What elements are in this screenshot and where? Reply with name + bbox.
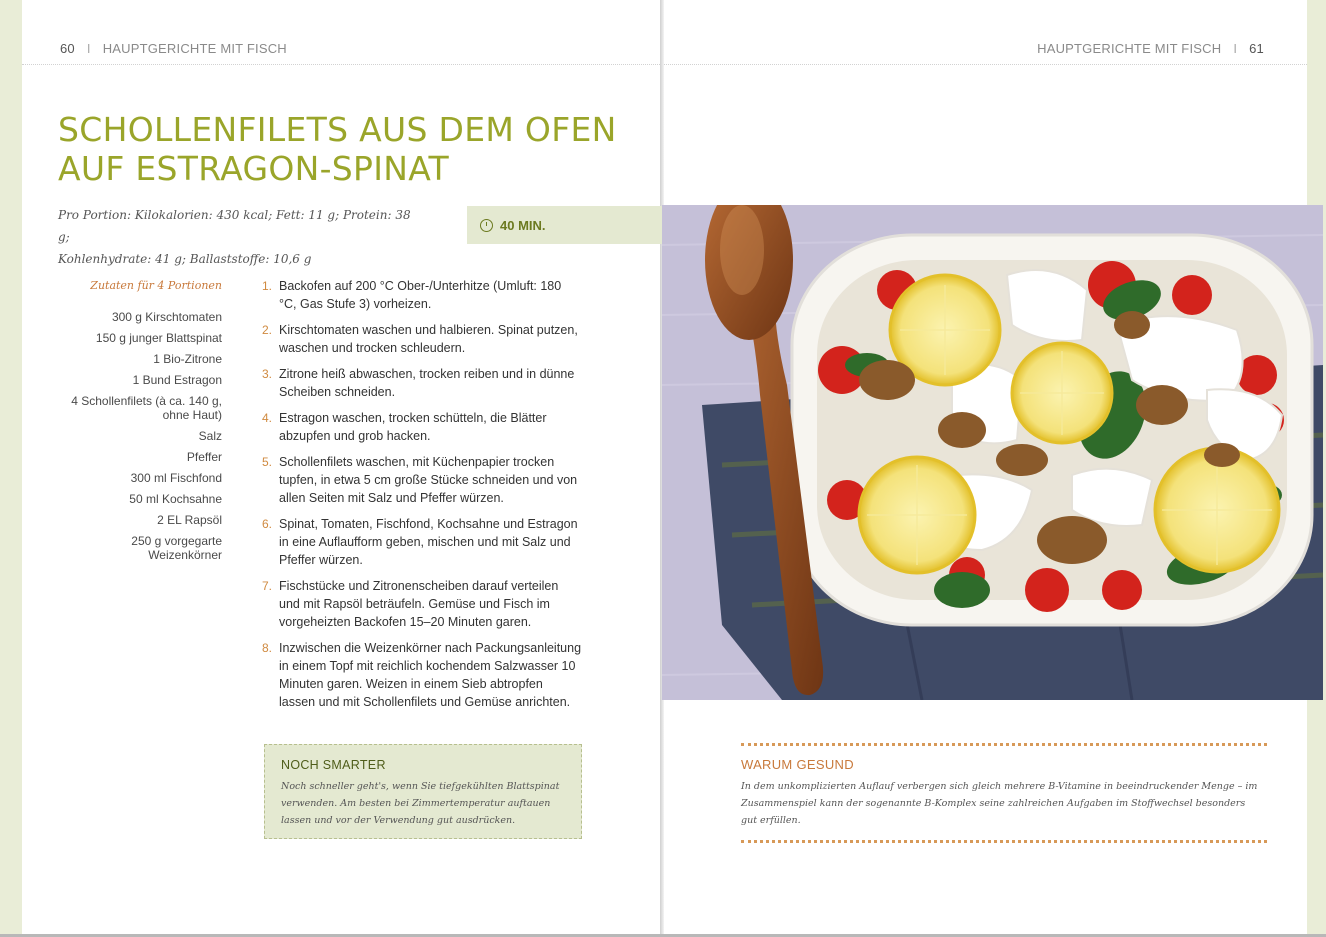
step-item (262, 409, 582, 445)
running-head-separator: I (86, 41, 91, 56)
healthy-text: In dem unkomplizierten Auflauf verbergen sich gleich mehrere B-Vitamine in beeindruckender Menge – im Zusammenspiel kann der sogenannte B-Komplex seine zahlreichen Aufgaben im Stoffwechsel besonders gut erfüllen. (741, 781, 1258, 826)
right-running-head (1037, 41, 1264, 56)
left-page-number: 60 (60, 41, 75, 56)
ingredient-item: 150 g junger Blattspinat (95, 331, 222, 345)
right-header-rule (664, 64, 1307, 65)
time-label: 40 MIN. (500, 217, 546, 233)
step-number: 7. (262, 579, 273, 593)
step-number: 6. (262, 517, 273, 531)
left-section-title: HAUPTGERICHTE MIT FISCH (102, 41, 287, 56)
step-text: Fischstücke und Zitronenscheiben darauf verteilen und mit Rapsöl beträufeln. Gemüse und Fisch im vorgeheizten Backofen 15–20 Minuten garen. (279, 579, 559, 629)
left-header-rule (22, 64, 660, 65)
step-number: 5. (262, 455, 273, 469)
ingredient-item: 1 Bio-Zitrone (153, 352, 222, 366)
ingredient-item: 300 g Kirschtomaten (111, 310, 222, 324)
ingredient-item: Salz (198, 429, 222, 443)
ingredient-item: 4 Schollenfilets (à ca. 140 g, ohne Haut) (71, 394, 222, 422)
step-number: 8. (262, 641, 273, 655)
tip-title: NOCH SMARTER (281, 758, 386, 772)
running-head-separator: I (1233, 41, 1238, 56)
clock-icon (480, 219, 493, 232)
nutrition-line1: Pro Portion: Kilokalorien: 430 kcal; Fett: 11 g; Protein: 38 g; (58, 208, 411, 244)
left-running-head (60, 41, 287, 56)
step-item (262, 515, 582, 569)
step-item (262, 639, 582, 711)
healthy-top-rule (741, 743, 1267, 746)
ingredient-item: 250 g vorgegarte Weizenkörner (131, 534, 222, 562)
step-item (262, 577, 582, 631)
step-text: Estragon waschen, trocken schütteln, die Blätter abzupfen und grob hacken. (279, 411, 547, 443)
healthy-bottom-rule (741, 840, 1267, 843)
step-item (262, 277, 582, 313)
nutrition-line2: Kohlenhydrate: 41 g; Ballaststoffe: 10,6 g (58, 252, 312, 266)
ingredient-item: 300 ml Fischfond (130, 471, 222, 485)
right-page-number: 61 (1249, 41, 1264, 56)
step-number: 4. (262, 411, 273, 425)
step-text: Schollenfilets waschen, mit Küchenpapier trocken tupfen, in etwa 5 cm große Stücke schneiden und von allen Seiten mit Salz und Pfeffer würzen. (279, 455, 578, 505)
step-text: Zitrone heiß abwaschen, trocken reiben und in dünne Scheiben schneiden. (279, 367, 575, 399)
step-item (262, 453, 582, 507)
ingredient-item: 50 ml Kochsahne (129, 492, 222, 506)
step-item (262, 321, 582, 357)
tip-text: Noch schneller geht's, wenn Sie tiefgekühlten Blattspinat verwenden. Am besten bei Zimmertemperatur auftauen lassen und vor der Verwendung gut ausdrücken. (281, 781, 560, 826)
dish-illustration (662, 205, 1323, 700)
ingredient-item: 2 EL Rapsöl (157, 513, 222, 527)
time-badge (467, 206, 662, 244)
step-number: 3. (262, 367, 273, 381)
right-section-title: HAUPTGERICHTE MIT FISCH (1037, 41, 1222, 56)
recipe-title (58, 110, 618, 188)
preparation-steps (262, 277, 582, 719)
ingredient-item: Pfeffer (186, 450, 222, 464)
step-item (262, 365, 582, 401)
recipe-title-line1: SCHOLLENFILETS AUS DEM OFEN (58, 110, 617, 149)
nutrition-info (58, 204, 418, 270)
ingredients-heading: Zutaten für 4 Portionen (90, 279, 222, 292)
step-text: Backofen auf 200 °C Ober-/Unterhitze (Umluft: 180 °C, Gas Stufe 3) vorheizen. (279, 279, 562, 311)
step-text: Spinat, Tomaten, Fischfond, Kochsahne und Estragon in eine Auflaufform geben, mischen und mit Salz und Pfeffer würzen. (279, 517, 578, 567)
dish-photo (662, 205, 1323, 700)
step-number: 2. (262, 323, 273, 337)
tip-box (264, 744, 582, 839)
step-number: 1. (262, 279, 273, 293)
ingredients-list (60, 310, 222, 569)
recipe-title-line2: AUF ESTRAGON-SPINAT (58, 149, 450, 188)
ingredient-item: 1 Bund Estragon (132, 373, 222, 387)
step-text: Inzwischen die Weizenkörner nach Packungsanleitung in einem Topf mit reichlich kochendem Salzwasser 10 Minuten garen. Weizen in einem Sieb abtropfen lassen und mit Schollenfilets und Gemüse anrichten. (279, 641, 582, 709)
step-text: Kirschtomaten waschen und halbieren. Spinat putzen, waschen und trocken schleudern. (279, 323, 578, 355)
healthy-title: WARUM GESUND (741, 757, 854, 772)
